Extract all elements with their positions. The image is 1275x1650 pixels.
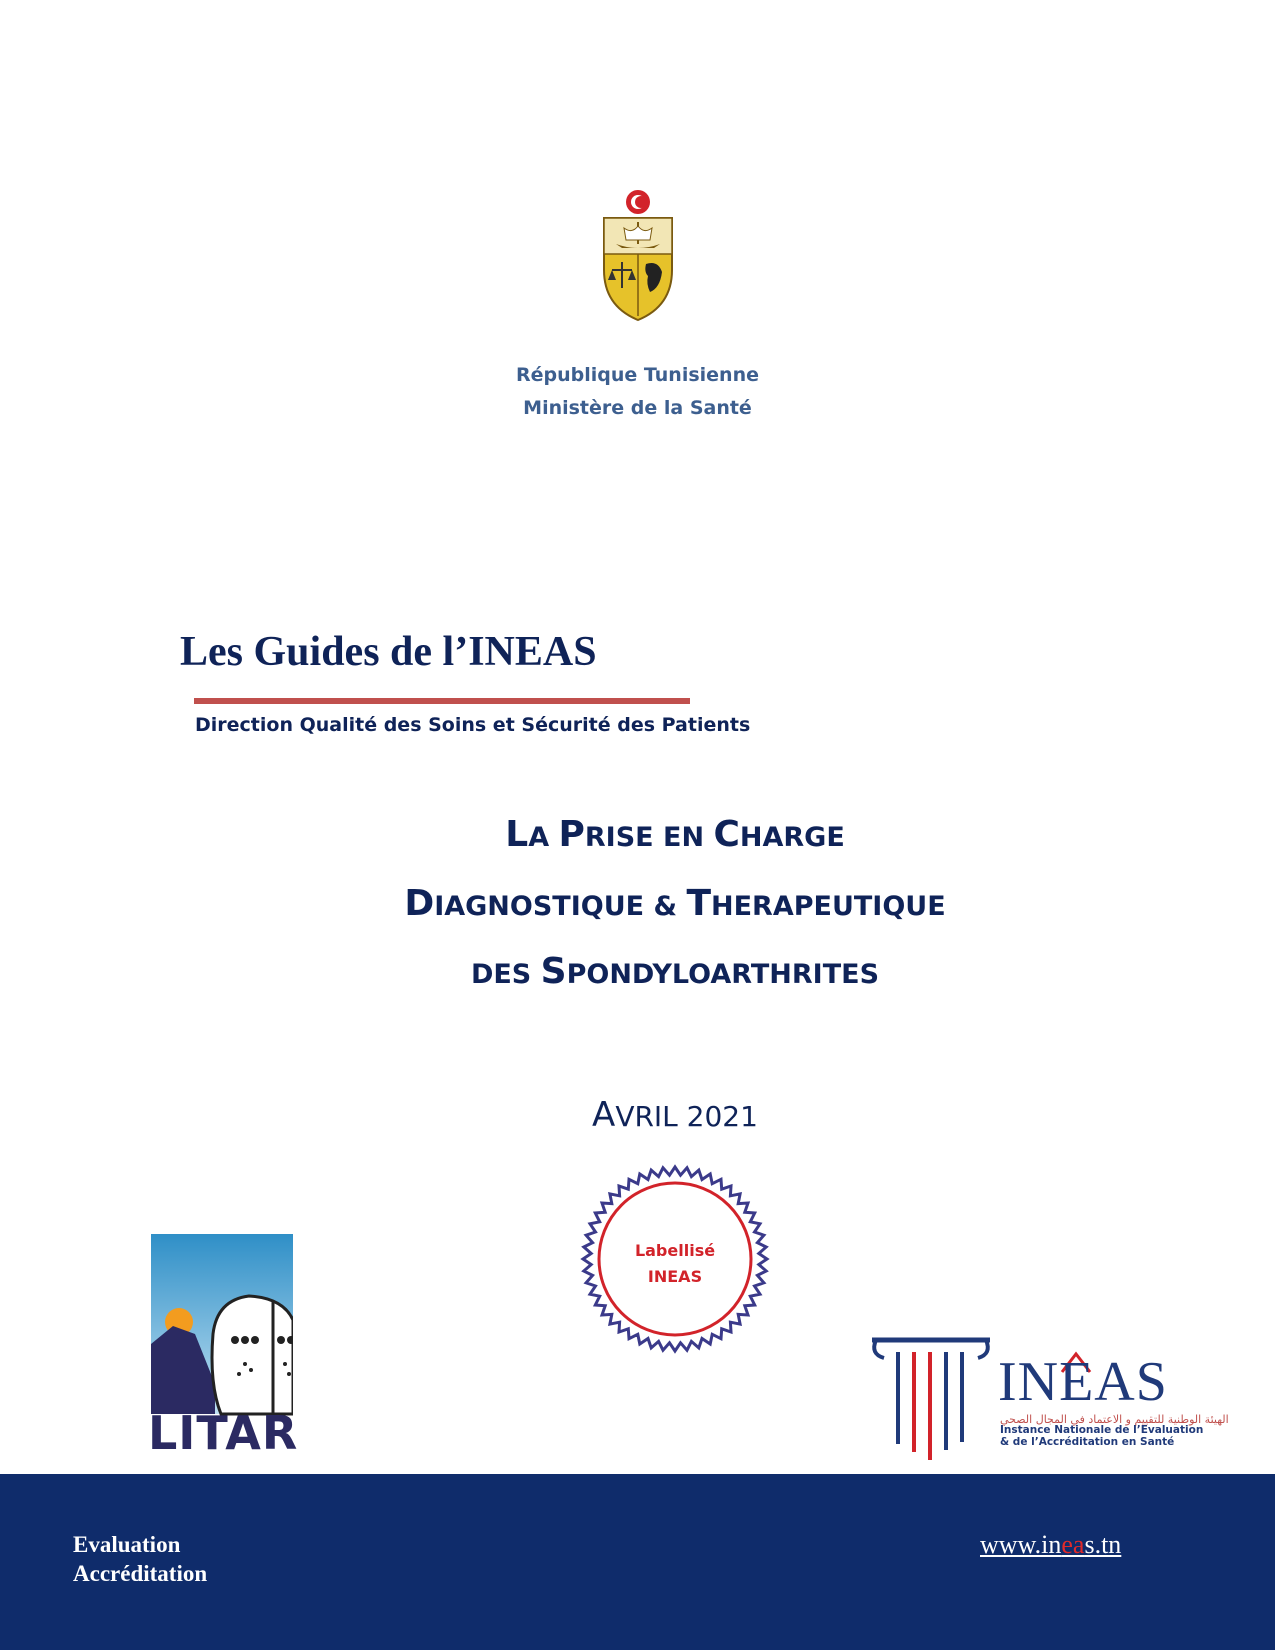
publication-date: AVRIL 2021 xyxy=(592,1095,758,1135)
ministry-name: Ministère de la Santé xyxy=(523,397,752,419)
ineas-full-name: Instance Nationale de l’Evaluation & de l’Accréditation en Santé xyxy=(1000,1424,1204,1448)
footer-tagline: Evaluation Accréditation xyxy=(73,1532,208,1586)
country-name: République Tunisienne xyxy=(516,364,759,386)
tunisia-coat-of-arms-icon xyxy=(588,188,688,328)
title-divider xyxy=(194,698,690,704)
ineas-logo-text: INEAS xyxy=(998,1351,1168,1413)
document-title-line-1: LA PRISE EN CHARGE xyxy=(505,814,845,855)
ineas-arabic-name: الهيئة الوطنية للتقييم و الاعتماد في المجال الصحي xyxy=(1000,1413,1229,1426)
document-title-line-3: DES SPONDYLOARTHRITES xyxy=(470,951,880,992)
series-title: Les Guides de l’INEAS xyxy=(180,629,597,675)
website-link[interactable]: www.ineas.tn xyxy=(980,1530,1122,1559)
seal-label: Labellisé INEAS xyxy=(634,1241,716,1286)
direction-name: Direction Qualité des Soins et Sécurité des Patients xyxy=(195,714,751,736)
litar-logo-text: LITAR xyxy=(148,1406,299,1460)
document-title-line-2: DIAGNOSTIQUE & THERAPEUTIQUE xyxy=(404,883,946,924)
